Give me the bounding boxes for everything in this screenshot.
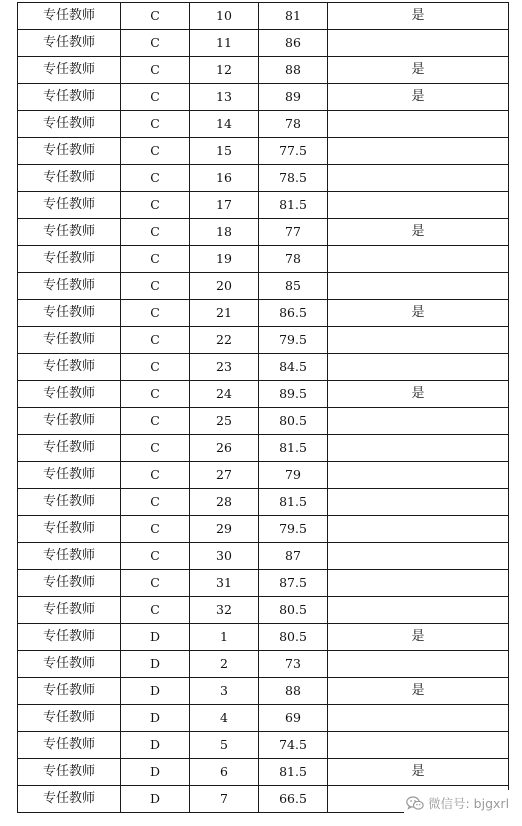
table-row <box>18 543 509 570</box>
table-row <box>18 705 509 732</box>
group-cell: C <box>121 435 190 462</box>
number-cell: 6 <box>190 759 259 786</box>
score-cell: 86.5 <box>259 300 328 327</box>
category-cell: 专任教师 <box>18 219 121 246</box>
flag-cell <box>328 462 509 489</box>
group-cell: C <box>121 489 190 516</box>
category-cell: 专任教师 <box>18 138 121 165</box>
table-row <box>18 435 509 462</box>
score-cell: 78 <box>259 111 328 138</box>
group-cell: C <box>121 570 190 597</box>
table-row <box>18 30 509 57</box>
group-cell: C <box>121 57 190 84</box>
number-cell: 7 <box>190 786 259 813</box>
number-cell: 24 <box>190 381 259 408</box>
table-row <box>18 300 509 327</box>
flag-cell <box>328 651 509 678</box>
flag-cell: 是 <box>328 84 509 111</box>
score-cell: 88 <box>259 57 328 84</box>
category-cell: 专任教师 <box>18 543 121 570</box>
category-cell: 专任教师 <box>18 3 121 30</box>
group-cell: C <box>121 543 190 570</box>
flag-cell: 是 <box>328 759 509 786</box>
score-cell: 84.5 <box>259 354 328 381</box>
table-row <box>18 3 509 30</box>
table-row <box>18 192 509 219</box>
score-cell: 85 <box>259 273 328 300</box>
number-cell: 26 <box>190 435 259 462</box>
group-cell: D <box>121 786 190 813</box>
group-cell: C <box>121 273 190 300</box>
number-cell: 4 <box>190 705 259 732</box>
score-cell: 78 <box>259 246 328 273</box>
category-cell: 专任教师 <box>18 381 121 408</box>
group-cell: C <box>121 354 190 381</box>
category-cell: 专任教师 <box>18 246 121 273</box>
category-cell: 专任教师 <box>18 678 121 705</box>
table-row <box>18 84 509 111</box>
score-cell: 74.5 <box>259 732 328 759</box>
table-row <box>18 273 509 300</box>
category-cell: 专任教师 <box>18 759 121 786</box>
number-cell: 15 <box>190 138 259 165</box>
number-cell: 20 <box>190 273 259 300</box>
flag-cell <box>328 111 509 138</box>
table-row <box>18 165 509 192</box>
category-cell: 专任教师 <box>18 435 121 462</box>
flag-cell <box>328 516 509 543</box>
table-row <box>18 732 509 759</box>
number-cell: 27 <box>190 462 259 489</box>
group-cell: C <box>121 516 190 543</box>
flag-cell <box>328 705 509 732</box>
table-row <box>18 111 509 138</box>
wechat-icon <box>406 796 424 811</box>
score-cell: 81.5 <box>259 759 328 786</box>
group-cell: C <box>121 192 190 219</box>
category-cell: 专任教师 <box>18 300 121 327</box>
table-row <box>18 354 509 381</box>
score-cell: 80.5 <box>259 408 328 435</box>
number-cell: 11 <box>190 30 259 57</box>
number-cell: 25 <box>190 408 259 435</box>
score-cell: 86 <box>259 30 328 57</box>
category-cell: 专任教师 <box>18 786 121 813</box>
results-table <box>17 2 509 813</box>
number-cell: 13 <box>190 84 259 111</box>
flag-cell <box>328 597 509 624</box>
group-cell: C <box>121 138 190 165</box>
group-cell: C <box>121 381 190 408</box>
number-cell: 19 <box>190 246 259 273</box>
score-cell: 79 <box>259 462 328 489</box>
flag-cell <box>328 246 509 273</box>
number-cell: 17 <box>190 192 259 219</box>
table-row <box>18 624 509 651</box>
category-cell: 专任教师 <box>18 57 121 84</box>
group-cell: D <box>121 705 190 732</box>
number-cell: 28 <box>190 489 259 516</box>
results-table-body <box>18 3 509 813</box>
table-row <box>18 597 509 624</box>
flag-cell <box>328 30 509 57</box>
group-cell: D <box>121 732 190 759</box>
flag-cell <box>328 327 509 354</box>
number-cell: 32 <box>190 597 259 624</box>
score-cell: 88 <box>259 678 328 705</box>
flag-cell <box>328 408 509 435</box>
flag-cell: 是 <box>328 3 509 30</box>
category-cell: 专任教师 <box>18 651 121 678</box>
number-cell: 2 <box>190 651 259 678</box>
category-cell: 专任教师 <box>18 489 121 516</box>
flag-cell: 是 <box>328 300 509 327</box>
score-cell: 77.5 <box>259 138 328 165</box>
flag-cell <box>328 543 509 570</box>
results-sheet <box>17 2 508 813</box>
score-cell: 89.5 <box>259 381 328 408</box>
table-row <box>18 651 509 678</box>
group-cell: D <box>121 624 190 651</box>
flag-cell <box>328 570 509 597</box>
table-row <box>18 57 509 84</box>
category-cell: 专任教师 <box>18 570 121 597</box>
group-cell: D <box>121 651 190 678</box>
category-cell: 专任教师 <box>18 624 121 651</box>
table-row <box>18 489 509 516</box>
flag-cell <box>328 732 509 759</box>
number-cell: 3 <box>190 678 259 705</box>
number-cell: 12 <box>190 57 259 84</box>
score-cell: 80.5 <box>259 624 328 651</box>
number-cell: 14 <box>190 111 259 138</box>
category-cell: 专任教师 <box>18 111 121 138</box>
number-cell: 10 <box>190 3 259 30</box>
number-cell: 21 <box>190 300 259 327</box>
category-cell: 专任教师 <box>18 30 121 57</box>
score-cell: 87 <box>259 543 328 570</box>
score-cell: 77 <box>259 219 328 246</box>
table-row <box>18 327 509 354</box>
group-cell: C <box>121 462 190 489</box>
score-cell: 79.5 <box>259 327 328 354</box>
score-cell: 81.5 <box>259 192 328 219</box>
flag-cell: 是 <box>328 624 509 651</box>
category-cell: 专任教师 <box>18 705 121 732</box>
category-cell: 专任教师 <box>18 732 121 759</box>
group-cell: C <box>121 300 190 327</box>
number-cell: 30 <box>190 543 259 570</box>
wechat-watermark <box>404 790 513 816</box>
group-cell: D <box>121 678 190 705</box>
group-cell: C <box>121 84 190 111</box>
number-cell: 22 <box>190 327 259 354</box>
group-cell: C <box>121 408 190 435</box>
group-cell: C <box>121 597 190 624</box>
table-row <box>18 759 509 786</box>
score-cell: 87.5 <box>259 570 328 597</box>
category-cell: 专任教师 <box>18 462 121 489</box>
category-cell: 专任教师 <box>18 84 121 111</box>
category-cell: 专任教师 <box>18 273 121 300</box>
number-cell: 1 <box>190 624 259 651</box>
score-cell: 89 <box>259 84 328 111</box>
flag-cell <box>328 354 509 381</box>
flag-cell: 是 <box>328 678 509 705</box>
flag-cell <box>328 192 509 219</box>
table-row <box>18 570 509 597</box>
score-cell: 81 <box>259 3 328 30</box>
table-row <box>18 678 509 705</box>
category-cell: 专任教师 <box>18 192 121 219</box>
table-row <box>18 516 509 543</box>
group-cell: C <box>121 3 190 30</box>
table-row <box>18 138 509 165</box>
number-cell: 18 <box>190 219 259 246</box>
flag-cell: 是 <box>328 219 509 246</box>
number-cell: 23 <box>190 354 259 381</box>
flag-cell <box>328 273 509 300</box>
category-cell: 专任教师 <box>18 516 121 543</box>
table-row <box>18 462 509 489</box>
wechat-id-text: 微信号: bjgxrl <box>428 796 510 811</box>
group-cell: C <box>121 30 190 57</box>
score-cell: 66.5 <box>259 786 328 813</box>
table-row <box>18 381 509 408</box>
group-cell: C <box>121 219 190 246</box>
table-row <box>18 408 509 435</box>
number-cell: 29 <box>190 516 259 543</box>
group-cell: D <box>121 759 190 786</box>
number-cell: 31 <box>190 570 259 597</box>
category-cell: 专任教师 <box>18 597 121 624</box>
score-cell: 73 <box>259 651 328 678</box>
score-cell: 80.5 <box>259 597 328 624</box>
group-cell: C <box>121 111 190 138</box>
category-cell: 专任教师 <box>18 165 121 192</box>
score-cell: 79.5 <box>259 516 328 543</box>
category-cell: 专任教师 <box>18 327 121 354</box>
category-cell: 专任教师 <box>18 354 121 381</box>
score-cell: 81.5 <box>259 489 328 516</box>
table-row <box>18 219 509 246</box>
flag-cell <box>328 138 509 165</box>
number-cell: 5 <box>190 732 259 759</box>
flag-cell: 是 <box>328 381 509 408</box>
group-cell: C <box>121 327 190 354</box>
category-cell: 专任教师 <box>18 408 121 435</box>
flag-cell <box>328 489 509 516</box>
number-cell: 16 <box>190 165 259 192</box>
table-row <box>18 246 509 273</box>
score-cell: 78.5 <box>259 165 328 192</box>
flag-cell <box>328 165 509 192</box>
flag-cell <box>328 435 509 462</box>
group-cell: C <box>121 165 190 192</box>
flag-cell: 是 <box>328 57 509 84</box>
score-cell: 81.5 <box>259 435 328 462</box>
group-cell: C <box>121 246 190 273</box>
score-cell: 69 <box>259 705 328 732</box>
